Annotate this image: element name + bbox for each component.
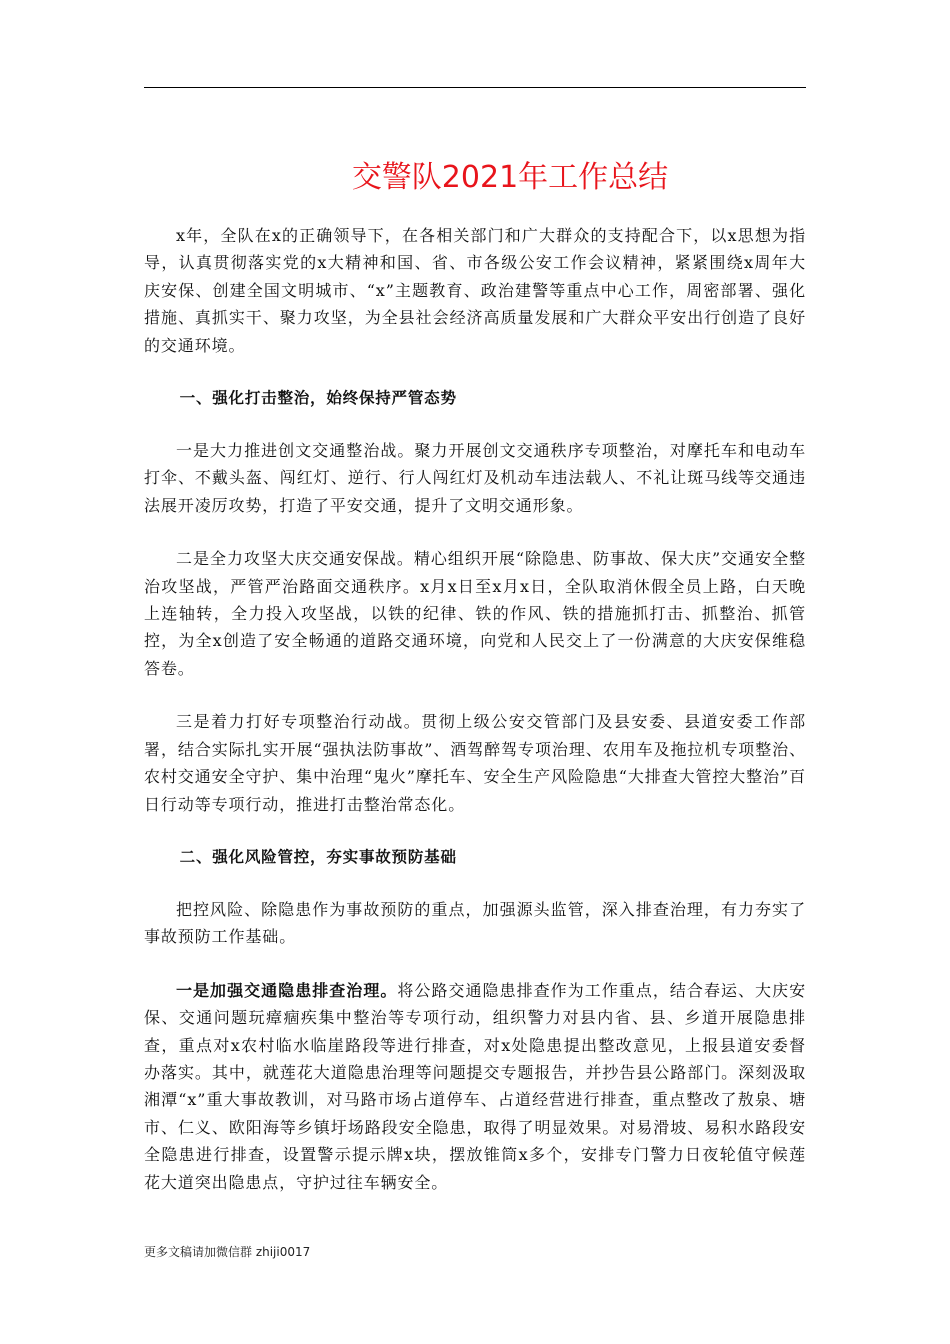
document-title: 交警队2021年工作总结 xyxy=(351,160,669,195)
section-1-paragraph-3: 三是着力打好专项整治行动战。贯彻上级公安交管部门及县安委、县道安委工作部署，结合实际扎实开展“强执法防事故”、酒驾醉驾专项治理、农用车及拖拉机专项整治、农村交通安全守护、集中治理“鬼火”摩托车、安全生产风险隐患“大排查大管控大整治”百日行动等专项行动，推进打击整治常态化。 xyxy=(144,712,806,814)
section-2-heading: 二、强化风险管控，夯实事故预防基础 xyxy=(179,847,457,866)
intro-paragraph: x年，全队在x的正确领导下，在各相关部门和广大群众的支持配合下，以x思想为指导，认真贯彻落实党的x大精神和国、省、市各级公安工作会议精神，紧紧围绕x周年大庆安保、创建全国文明城市、“x”主题教育、政治建警等重点中心工作，周密部署、强化措施、真抓实干、聚力攻坚，为全县社会经济高质量发展和广大群众平安出行创造了良好的交通环境。 xyxy=(144,226,806,355)
document-body xyxy=(144,222,806,1222)
section-2-paragraph-1: 把控风险、除隐患作为事故预防的重点，加强源头监管，深入排查治理，有力夯实了事故预防工作基础。 xyxy=(144,899,806,947)
section-2-paragraph-2 xyxy=(144,977,806,1196)
section-1-paragraph-2: 二是全力攻坚大庆交通安保战。精心组织开展“除隐患、防事故、保大庆”交通安全整治攻坚战，严管严治路面交通秩序。x月x日至x月x日，全队取消休假全员上路，白天晚上连轴转，全力投入攻坚战，以铁的纪律、铁的作风、铁的措施抓打击、抓整治、抓管控，为全x创造了安全畅通的道路交通环境，向党和人民交上了一份满意的大庆安保维稳答卷。 xyxy=(144,549,806,678)
section-2-paragraph-2-text: 将公路交通隐患排查作为工作重点，结合春运、大庆安保、交通问题玩瘴痼疾集中整治等专项行动，组织警力对县内省、县、乡道开展隐患排查，重点对x农村临水临崖路段等进行排查，对x处隐患提出整改意见，上报县道安委督办落实。其中，就莲花大道隐患治理等问题提交专题报告，并抄告县公路部门。深刻汲取湘潭“x”重大事故教训，对马路市场占道停车、占道经营进行排查，重点整改了敖泉、塘市、仁义、欧阳海等乡镇圩场路段安全隐患，取得了明显效果。对易滑坡、易积水路段安全隐患进行排查，设置警示提示牌x块，摆放锥筒x多个，安排专门警力日夜轮值守候莲花大道突出隐患点，守护过往车辆安全。 xyxy=(144,980,807,1192)
section-1-paragraph-1: 一是大力推进创文交通整治战。聚力开展创文交通秩序专项整治，对摩托车和电动车打伞、不戴头盔、闯红灯、逆行、行人闯红灯及机动车违法载人、不礼让斑马线等交通违法展开凌厉攻势，打造了平安交通，提升了文明交通形象。 xyxy=(144,441,806,515)
section-2-paragraph-2-lead: 一是加强交通隐患排查治理。 xyxy=(176,980,398,1000)
header-rule xyxy=(144,87,806,88)
section-1-heading: 一、强化打击整治，始终保持严管态势 xyxy=(179,389,457,408)
footer-note: 更多文稿请加微信群 zhiji0017 xyxy=(144,1245,311,1259)
